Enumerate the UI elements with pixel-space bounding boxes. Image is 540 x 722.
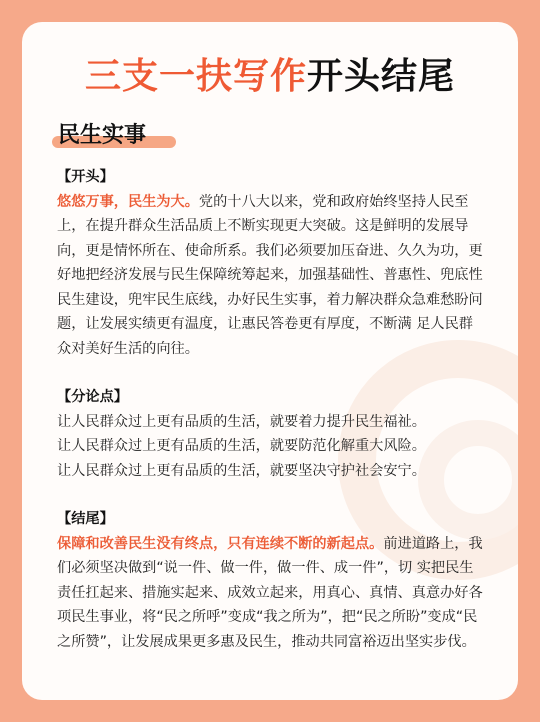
point-item: 让人民群众过上更有品质的生活，就要防范化解重大风险。 bbox=[57, 438, 426, 454]
opening-highlight: 悠悠万事，民生为大。 bbox=[57, 193, 199, 210]
opening-paragraph bbox=[57, 190, 487, 362]
article-body bbox=[57, 165, 487, 654]
opening-label: 【开头】 bbox=[57, 169, 114, 185]
content-card bbox=[22, 22, 518, 700]
title-rest: 开头结尾 bbox=[307, 56, 456, 97]
section-subtitle: 民生实事 bbox=[58, 123, 147, 148]
points-label: 【分论点】 bbox=[57, 389, 128, 405]
point-item: 让人民群众过上更有品质的生活，就要着力提升民生福祉。 bbox=[57, 413, 426, 430]
point-item: 让人民群众过上更有品质的生活，就要坚决守护社会安宁。 bbox=[57, 462, 426, 479]
page-title bbox=[22, 48, 518, 99]
title-highlight: 三支一扶写作 bbox=[84, 56, 307, 97]
opening-text: 党的十八大以来，党和政府始终坚持人民至上，在提升群众生活品质上不断实现更大突破。这是鲜明的发展导向，更是情怀所在、使命所系。我们必须要加压奋进、久久为功，更好地把经济发展与民生保障统筹起来，加强基础性、普惠性、兜底性民生建设，兜牢民生底线，办好民生实事，着力解决群众急难愁盼问题，让发展实绩更有温度，让惠民答卷更有厚度，不断满 足人民群众对美好生活的向往。 bbox=[57, 193, 483, 357]
ending-text: 前进道路上，我们必须坚决做到“说一件、做一件，做一件、成一件”，切 实把民生责任扛起来、措施实起来、成效立起来，用真心、真情、真意办好各项民生事业，将“民之所呼”变成“我之所为”，把“民之所盼”变成“民之所赞”，让发展成果更多惠及民生，推动共同富裕迈出坚实步伐。 bbox=[57, 535, 483, 650]
ending-paragraph bbox=[57, 532, 487, 655]
ending-label: 【结尾】 bbox=[57, 511, 114, 527]
ending-highlight: 保障和改善民生没有终点，只有连续不断的新起点。 bbox=[57, 535, 384, 552]
